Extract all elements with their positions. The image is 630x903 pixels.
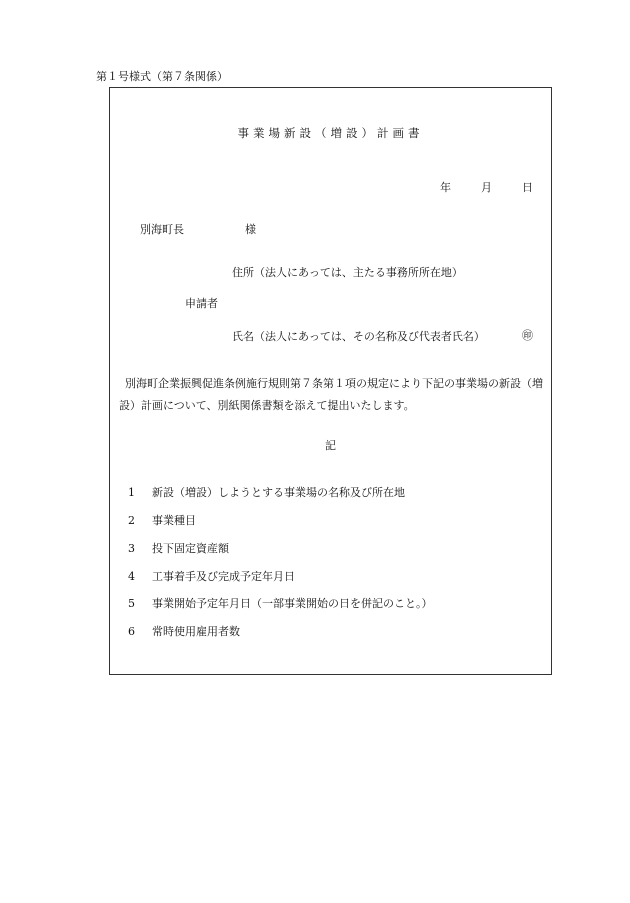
ki-heading: 記 <box>325 439 336 452</box>
list-item <box>128 571 295 582</box>
recipient-suffix: 様 <box>245 223 256 236</box>
list-item-number: 4 <box>128 570 135 583</box>
body-paragraph: 別海町企業振興促進条例施行規則第７条第１項の規定により下記の事業場の新設（増設）計画について、別紙関係書類を添えて提出いたします。 <box>119 377 543 412</box>
list-item-number: 3 <box>128 542 135 555</box>
recipient-name: 別海町長 <box>140 223 184 236</box>
list-item-text: 工事着手及び完成予定年月日 <box>152 570 295 583</box>
list-item <box>128 626 240 637</box>
list-item-number: 1 <box>128 486 135 499</box>
list-item <box>128 487 405 498</box>
list-item-text: 投下固定資産額 <box>152 542 229 555</box>
list-item-number: 2 <box>128 514 135 527</box>
list-item-text: 事業種目 <box>152 514 196 527</box>
name-label: 氏名（法人にあっては、その名称及び代表者氏名） <box>232 330 485 343</box>
date-month-label: 月 <box>481 181 492 194</box>
address-label: 住所（法人にあっては、主たる事務所所在地） <box>232 266 463 279</box>
form-frame <box>109 87 552 675</box>
date-year-label: 年 <box>440 181 451 194</box>
list-item <box>128 598 433 609</box>
date-day-label: 日 <box>522 181 533 194</box>
list-item-text: 常時使用雇用者数 <box>152 625 240 638</box>
list-item-text: 新設（増設）しようとする事業場の名称及び所在地 <box>152 486 405 499</box>
list-item <box>128 515 196 526</box>
list-item-number: 5 <box>128 597 135 610</box>
list-item-number: 6 <box>128 625 135 638</box>
list-item <box>128 543 229 554</box>
date-line <box>440 182 533 193</box>
form-number: 第１号様式（第７条関係） <box>96 70 228 83</box>
list-item-text: 事業開始予定年月日（一部事業開始の日を併記のこと。） <box>152 597 433 610</box>
document-title: 事業場新設（増設）計画書 <box>237 126 424 140</box>
applicant-label: 申請者 <box>185 297 218 310</box>
seal-mark: ㊞ <box>522 329 533 342</box>
